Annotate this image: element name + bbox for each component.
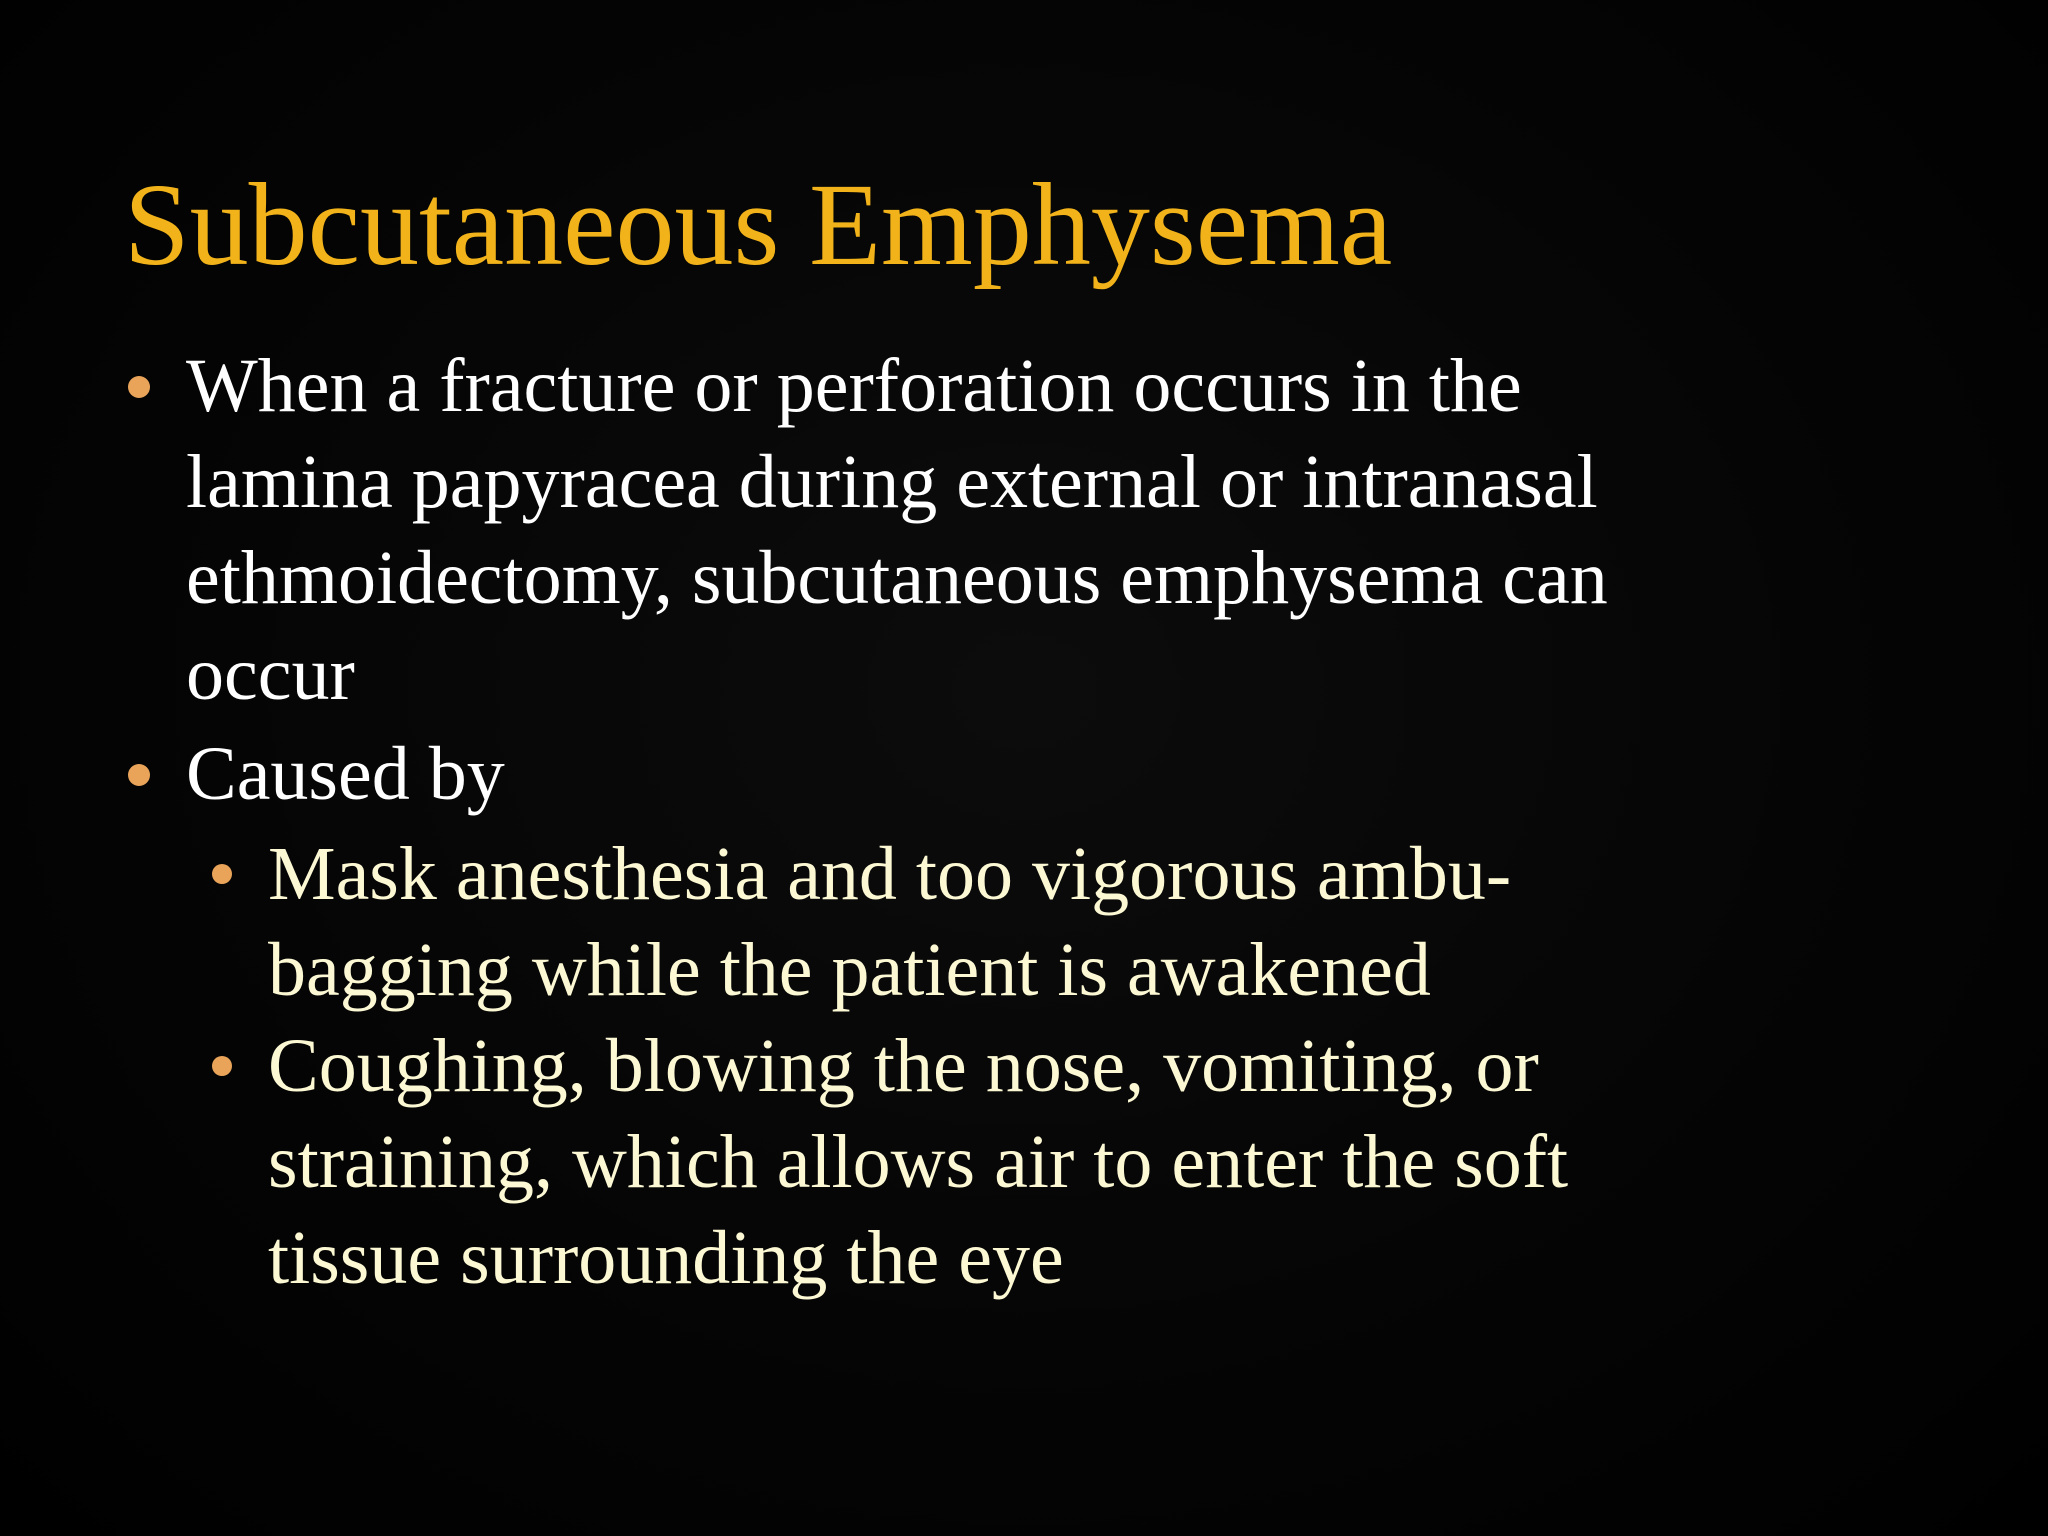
bullet-line: Mask anesthesia and too vigorous ambu- — [268, 832, 1512, 916]
bullet-item-fracture — [124, 338, 1964, 722]
bullet-line: Caused by — [186, 732, 505, 816]
dot-bullet-icon — [212, 1056, 232, 1076]
bullet-line: When a fracture or perforation occurs in the — [186, 344, 1522, 428]
bullet-line: occur — [186, 632, 355, 716]
sub-bullet-text — [268, 826, 1964, 1018]
bullet-item-caused-by — [124, 726, 1964, 822]
sub-bullet-item-coughing — [124, 1018, 1964, 1306]
dot-bullet-icon — [128, 376, 150, 398]
bullet-line: tissue surrounding the eye — [268, 1216, 1064, 1300]
bullet-text — [186, 338, 1964, 722]
slide-body — [124, 338, 1964, 1306]
dot-bullet-icon — [128, 764, 150, 786]
sub-bullet-item-mask-anesthesia — [124, 826, 1964, 1018]
dot-bullet-icon — [212, 864, 232, 884]
bullet-line: Coughing, blowing the nose, vomiting, or — [268, 1024, 1539, 1108]
bullet-text — [186, 726, 1964, 822]
bullet-line: bagging while the patient is awakened — [268, 928, 1431, 1012]
bullet-line: ethmoidectomy, subcutaneous emphysema can — [186, 536, 1608, 620]
bullet-line: lamina papyracea during external or intranasal — [186, 440, 1598, 524]
sub-bullet-text — [268, 1018, 1964, 1306]
slide-title: Subcutaneous Emphysema — [124, 159, 1393, 290]
bullet-line: straining, which allows air to enter the soft — [268, 1120, 1569, 1204]
